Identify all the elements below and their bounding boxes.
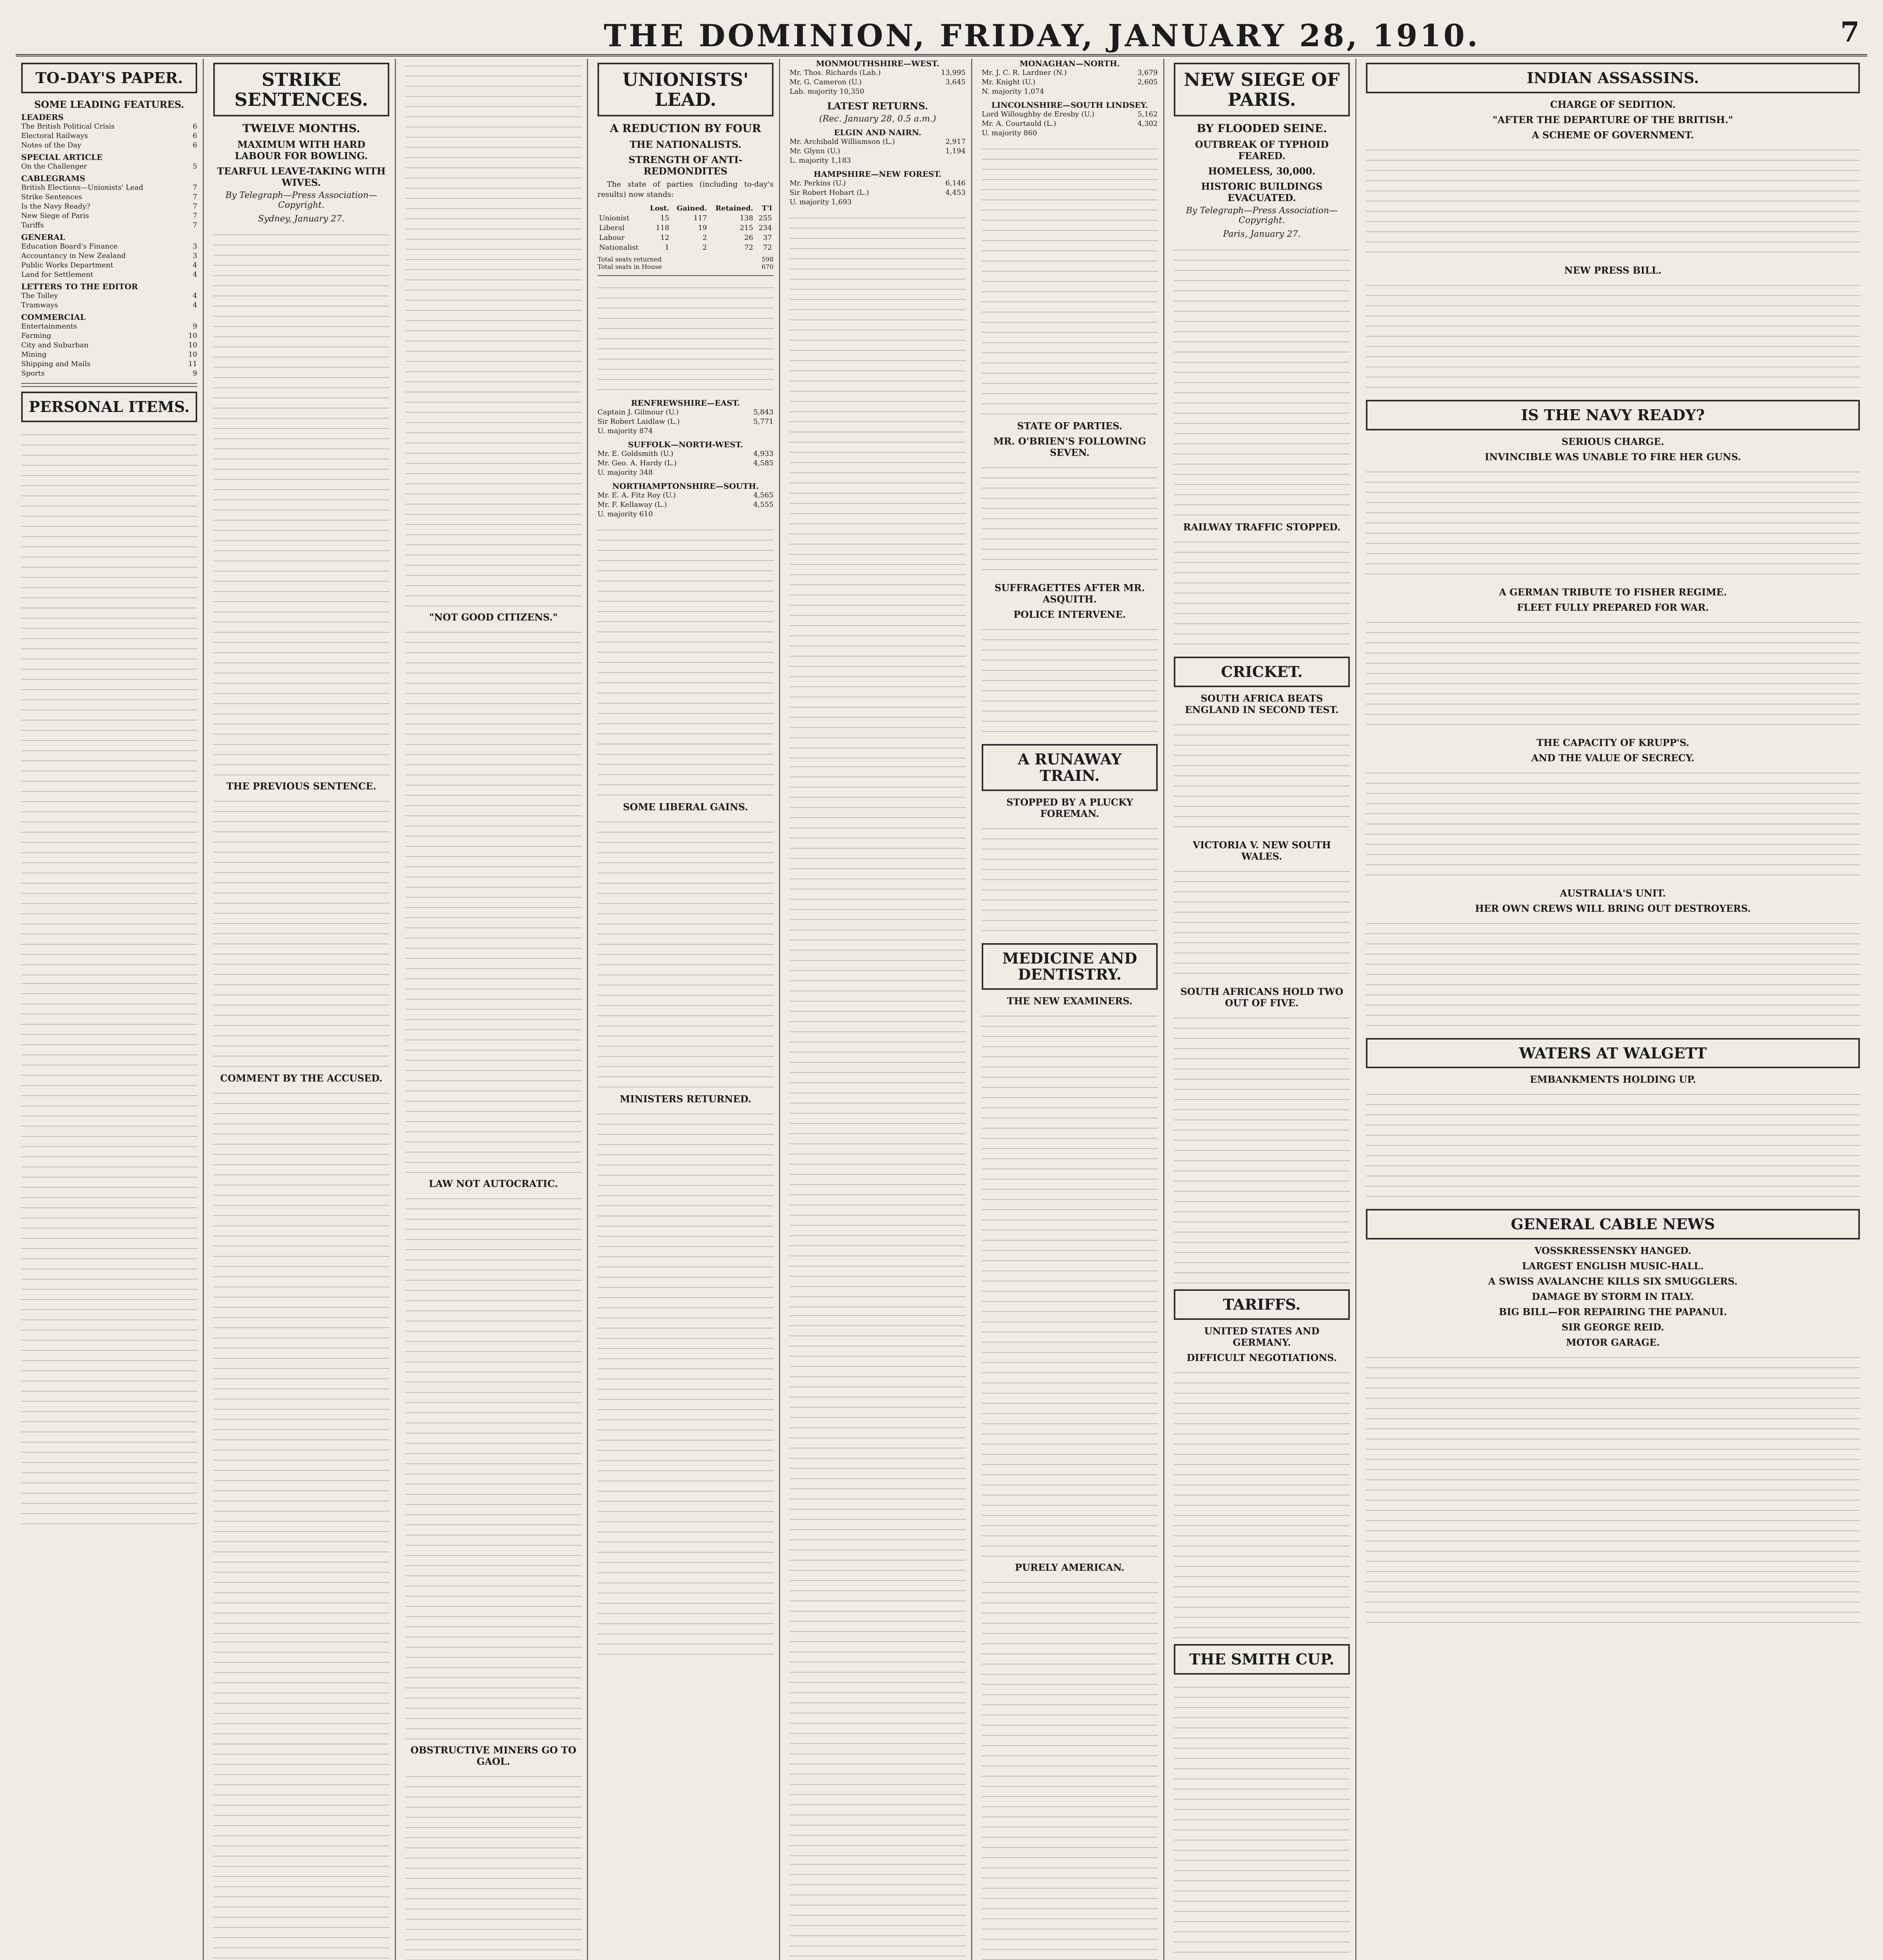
ministers-body (597, 1107, 774, 1656)
index-line: Strike Sentences 7 (21, 192, 197, 201)
column-6 (976, 59, 1164, 1960)
unionists-subhead-2: STRENGTH OF ANTI-REDMONDITES (628, 154, 743, 177)
siege-subhead-2: HOMELESS, 30,000. (1208, 165, 1316, 177)
cricket-body (1174, 718, 1350, 835)
purely-american-heading: PURELY AMERICAN. (1015, 1562, 1125, 1573)
column-5 (784, 59, 972, 1960)
index-line: Notes of the Day 6 (21, 141, 197, 149)
press-credit: By Telegraph—Press Association—Copyright. (225, 191, 377, 211)
personal-items-title: PERSONAL ITEMS. (21, 392, 197, 422)
navy-ready-title: IS THE NAVY READY? (1366, 400, 1860, 430)
krupps-body (1366, 766, 1860, 884)
index-line: City and Suburban 10 (21, 341, 197, 349)
index-line: Sports 9 (21, 369, 197, 377)
divider (597, 275, 774, 276)
election-returns-list-end (790, 1857, 966, 1960)
victoria-nsw-heading: VICTORIA V. NEW SOUTH WALES. (1193, 839, 1331, 862)
indian-body (1366, 143, 1860, 261)
parties-table (597, 203, 774, 252)
destroyers-heading: HER OWN CREWS WILL BRING OUT DESTROYERS. (1475, 902, 1751, 914)
seat-result: MONAGHAN—NORTH. Mr. J. C. R. Lardner (N.) 3,679 Mr. Knight (U.) 2,605 N. majority 1,074 (982, 59, 1158, 96)
railway-traffic-heading: RAILWAY TRAFFIC STOPPED. (1183, 521, 1341, 533)
index-line: Farming 10 (21, 331, 197, 340)
ministers-returned-heading: MINISTERS RETURNED. (619, 1093, 752, 1105)
obstructive-miners-heading: OBSTRUCTIVE MINERS GO TO GAOL. (410, 1744, 576, 1767)
george-reid-heading: SIR GEORGE REID. (1562, 1321, 1664, 1333)
index-line: British Elections—Unionists' Lead 7 (21, 183, 197, 192)
table-row: Labour 12 2 26 37 (599, 234, 772, 242)
purely-american-body (982, 1575, 1158, 1960)
walgett-title: WATERS AT WALGETT (1366, 1038, 1860, 1069)
smith-cup-title: THE SMITH CUP. (1174, 1644, 1350, 1675)
motor-garage-heading: MOTOR GARAGE. (1566, 1337, 1660, 1348)
leading-features-heading: SOME LEADING FEATURES. (34, 98, 184, 110)
storm-italy-heading: DAMAGE BY STORM IN ITALY. (1532, 1291, 1694, 1303)
suffragettes-body (982, 622, 1158, 740)
index-line: Accountancy in New Zealand 3 (21, 251, 197, 260)
parties-caption: The state of parties (including to-day's results) now stands: (597, 180, 774, 199)
latest-returns-dateline: (Rec. January 28, 0.5 a.m.) (819, 114, 936, 124)
index-line: The British Political Crisis 6 (21, 122, 197, 131)
scheme-heading: A SCHEME OF GOVERNMENT. (1532, 129, 1694, 141)
masthead-title: THE DOMINION, FRIDAY, JANUARY 28, 1910. (604, 18, 1480, 54)
australias-unit-body (1366, 916, 1860, 1034)
papanui-heading: BIG BILL—FOR REPAIRING THE PAPANUI. (1499, 1306, 1727, 1318)
column-2 (208, 59, 396, 1960)
election-returns-list (982, 142, 1158, 416)
german-tribute-heading: A GERMAN TRIBUTE TO FISHER REGIME. (1499, 586, 1727, 598)
suffragettes-heading: SUFFRAGETTES AFTER MR. ASQUITH. (994, 582, 1145, 605)
invincible-heading: INVINCIBLE WAS UNABLE TO FIRE HER GUNS. (1485, 451, 1741, 463)
unionists-body (597, 281, 774, 398)
secrecy-heading: AND THE VALUE OF SECRECY. (1531, 752, 1695, 764)
seat-result: LINCOLNSHIRE—SOUTH LINDSEY. Lord Willoughby de Eresby (U.) 5,162 Mr. A. Courtauld (L.) 4,302 U. majority 860 (982, 100, 1158, 137)
index-group-head: LETTERS TO THE EDITOR (21, 281, 138, 291)
index-line: Education Board's Finance 3 (21, 242, 197, 250)
south-africans-heading: SOUTH AFRICANS HOLD TWO OUT OF FIVE. (1180, 985, 1344, 1009)
fleet-prepared-heading: FLEET FULLY PREPARED FOR WAR. (1517, 601, 1709, 613)
column-3 (400, 59, 588, 1960)
seat-result: ELGIN AND NAIRN. Mr. Archibald Williamson (L.) 2,917 Mr. Glynn (U.) 1,194 L. majority 1,183 (790, 128, 966, 165)
dateline: Paris, January 27. (1223, 229, 1301, 240)
sedition-heading: CHARGE OF SEDITION. (1550, 98, 1676, 110)
comment-heading: COMMENT BY THE ACCUSED. (220, 1073, 383, 1084)
index-line: Shipping and Mails 11 (21, 359, 197, 368)
table-row: Liberal 118 19 215 234 (599, 224, 772, 232)
law-body (405, 1192, 581, 1740)
election-returns-list (790, 211, 966, 760)
unionists-lead-title: UNIONISTS' LEAD. (597, 63, 774, 116)
dateline: Sydney, January 27. (258, 214, 345, 224)
tariffs-title: TARIFFS. (1174, 1289, 1350, 1320)
embankments-heading: EMBANKMENTS HOLDING UP. (1530, 1074, 1696, 1085)
strike-subhead: MAXIMUM WITH HARD LABOUR FOR BOWLING. (234, 139, 368, 162)
seat-result: MONMOUTHSHIRE—WEST. Mr. Thos. Richards (Lab.) 13,995 Mr. G. Cameron (U.) 3,645 Lab. majority 10,350 (790, 59, 966, 96)
continued-article-body (405, 59, 581, 608)
index-group-head: COMMERCIAL (21, 312, 86, 322)
seat-result: NORTHAMPTONSHIRE—SOUTH. Mr. E. A. Fitz Roy (U.) 4,565 Mr. F. Kellaway (L.) 4,555 U. majority 610 (597, 481, 774, 519)
latest-returns-heading: LATEST RETURNS. (827, 100, 928, 112)
vosskressensky-heading: VOSSKRESSENSKY HANGED. (1534, 1245, 1692, 1257)
obrien-heading: MR. O'BRIEN'S FOLLOWING SEVEN. (993, 436, 1146, 458)
smith-cup-body (1174, 1680, 1350, 1960)
divider (21, 383, 197, 387)
navy-body (1366, 465, 1860, 583)
krupps-heading: THE CAPACITY OF KRUPP'S. (1536, 737, 1689, 748)
index-line: Tramways 4 (21, 301, 197, 309)
comment-body (213, 1086, 389, 1635)
historic-buildings-heading: HISTORIC BUILDINGS EVACUATED. (1201, 181, 1323, 204)
column-8 (1360, 59, 1866, 1960)
strike-kicker: TWELVE MONTHS. (242, 122, 360, 135)
cricket-title: CRICKET. (1174, 657, 1350, 687)
index-line: The Tolley 4 (21, 291, 197, 300)
strike-body (213, 228, 389, 777)
index-line: Entertainments 9 (21, 322, 197, 330)
police-intervene-heading: POLICE INTERVENE. (1013, 609, 1126, 620)
medicine-title: MEDICINE AND DENTISTRY. (982, 943, 1158, 990)
cable-news-title: GENERAL CABLE NEWS (1366, 1209, 1860, 1240)
comment-body-continued (213, 1635, 389, 1960)
table-row: Nationalist 1 2 72 72 (599, 243, 772, 252)
medicine-subhead: THE NEW EXAMINERS. (1007, 995, 1133, 1007)
serious-charge-heading: SERIOUS CHARGE. (1562, 436, 1664, 447)
liberal-gains-heading: SOME LIBERAL GAINS. (623, 801, 748, 813)
personal-items-body-continued (21, 976, 197, 1525)
column-7 (1168, 59, 1356, 1960)
not-good-citizens-heading: "NOT GOOD CITIZENS." (429, 612, 558, 623)
siege-of-paris-title: NEW SIEGE OF PARIS. (1174, 63, 1350, 116)
medicine-body (982, 1009, 1158, 1558)
index-line: On the Challenger 5 (21, 162, 197, 171)
previous-sentence-body (213, 794, 389, 1069)
column-4 (592, 59, 780, 1960)
cable-news-body (1366, 1350, 1860, 1625)
election-returns-list-continued (790, 760, 966, 1308)
runaway-train-body (982, 822, 1158, 939)
unionists-kicker: A REDUCTION BY FOUR (610, 122, 761, 135)
obstructive-miners-body (405, 1769, 581, 1960)
liberal-gains-body (597, 815, 774, 1089)
election-returns-list-more (790, 1308, 966, 1857)
index-line: Mining 10 (21, 350, 197, 359)
walgett-body (1366, 1087, 1860, 1205)
siege-kicker: BY FLOODED SEINE. (1197, 122, 1327, 135)
siege-subhead: OUTBREAK OF TYPHOID FEARED. (1195, 139, 1329, 162)
index-line: New Siege of Paris 7 (21, 211, 197, 220)
index-line: Electoral Railways 6 (21, 131, 197, 140)
tariffs-body (1174, 1366, 1350, 1640)
indian-assassins-title: INDIAN ASSASSINS. (1366, 63, 1860, 93)
strike-sentences-title: STRIKE SENTENCES. (213, 63, 389, 116)
railway-body (1174, 535, 1350, 653)
departure-heading: "AFTER THE DEPARTURE OF THE BRITISH." (1493, 114, 1733, 125)
cricket-subhead: SOUTH AFRICA BEATS ENGLAND IN SECOND TEST. (1185, 692, 1339, 715)
avalanche-heading: A SWISS AVALANCHE KILLS SIX SMUGGLERS. (1488, 1276, 1738, 1287)
runaway-train-title: A RUNAWAY TRAIN. (982, 744, 1158, 791)
press-credit: By Telegraph—Press Association—Copyright. (1186, 206, 1338, 226)
index-line: Is the Navy Ready? 7 (21, 202, 197, 211)
south-africans-body (1174, 1011, 1350, 1285)
strike-subhead-2: TEARFUL LEAVE-TAKING WITH WIVES. (217, 165, 386, 189)
total-seats: Total seats in House 670 (597, 263, 774, 271)
index-group-head: GENERAL (21, 232, 65, 242)
index-group-head: CABLEGRAMS (21, 173, 85, 183)
masthead (16, 7, 1867, 56)
seat-result: RENFREWSHIRE—EAST. Captain J. Gilmour (U.) 5,843 Sir Robert Laidlaw (L.) 5,771 U. majority 874 (597, 398, 774, 436)
victoria-nsw-body (1174, 864, 1350, 982)
australias-unit-heading: AUSTRALIA'S UNIT. (1560, 887, 1666, 899)
table-header-row: Lost. Gained. Retained. T'l (650, 204, 772, 213)
index-group-head: SPECIAL ARTICLE (21, 152, 103, 162)
seat-result: HAMPSHIRE—NEW FOREST. Mr. Perkins (U.) 6,146 Sir Robert Hobart (L.) 4,453 U. majority 1,693 (790, 169, 966, 206)
table-row: Unionist 15 117 138 255 (599, 214, 772, 223)
seat-result: SUFFOLK—NORTH-WEST. Mr. E. Goldsmith (U.) 4,933 Mr. Geo. A. Hardy (L.) 4,585 U. majority 348 (597, 440, 774, 477)
page-number: 7 (1840, 16, 1859, 48)
music-hall-heading: LARGEST ENGLISH MUSIC-HALL. (1522, 1260, 1704, 1272)
index-line: Land for Settlement 4 (21, 270, 197, 279)
features-index (21, 113, 197, 378)
press-bill-heading: NEW PRESS BILL. (1564, 264, 1661, 276)
previous-sentence-heading: THE PREVIOUS SENTENCE. (226, 780, 376, 792)
personal-items-body (21, 428, 197, 976)
index-line: Tariffs 7 (21, 221, 197, 229)
tariffs-subhead: UNITED STATES AND GERMANY. (1204, 1325, 1320, 1348)
negotiations-heading: DIFFICULT NEGOTIATIONS. (1186, 1352, 1337, 1363)
german-tribute-body (1366, 615, 1860, 733)
state-of-parties-heading: STATE OF PARTIES. (1017, 420, 1122, 432)
index-line: Public Works Department 4 (21, 261, 197, 269)
law-not-autocratic-heading: LAW NOT AUTOCRATIC. (429, 1178, 558, 1189)
obrien-body (982, 461, 1158, 578)
not-good-citizens-body (405, 625, 581, 1174)
total-returned: Total seats returned 598 (597, 256, 774, 263)
seat-results-continued (597, 523, 774, 797)
index-group-head: LEADERS (21, 112, 64, 122)
runaway-train-subhead: STOPPED BY A PLUCKY FOREMAN. (1006, 796, 1133, 819)
unionists-subhead: THE NATIONALISTS. (629, 139, 742, 151)
press-bill-body (1366, 278, 1860, 396)
todays-paper-title: TO-DAY'S PAPER. (21, 63, 197, 93)
siege-body (1174, 243, 1350, 517)
column-1 (16, 59, 204, 1960)
